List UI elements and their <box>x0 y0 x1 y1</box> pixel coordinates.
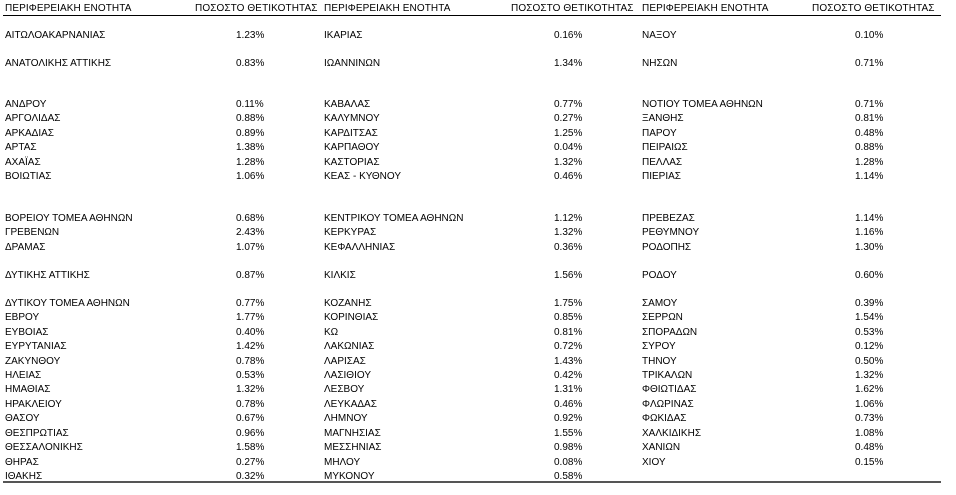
positivity-rate-value: 1.77% <box>236 312 265 323</box>
region-name: ΠΑΡΟΥ <box>642 128 677 139</box>
header-rate-col2: ΠΟΣΟΣΤΟ ΘΕΤΙΚΟΤΗΤΑΣ <box>511 3 634 14</box>
region-name: ΚΟΡΙΝΘΙΑΣ <box>324 312 379 323</box>
region-name: ΚΑΛΥΜΝΟΥ <box>324 113 380 124</box>
region-name: ΠΡΕΒΕΖΑΣ <box>642 213 695 224</box>
positivity-rate-value: 0.78% <box>236 399 265 410</box>
positivity-rate-value: 1.62% <box>855 384 884 395</box>
header-divider <box>3 15 941 16</box>
positivity-rate-value: 1.28% <box>855 157 884 168</box>
positivity-rate-value: 1.54% <box>855 312 884 323</box>
region-name: ΛΑΣΙΘΙΟΥ <box>324 370 371 381</box>
region-name: ΣΕΡΡΩΝ <box>642 312 683 323</box>
positivity-rate-value: 0.53% <box>855 327 884 338</box>
positivity-rate-value: 1.34% <box>554 58 583 69</box>
positivity-rate-value: 0.10% <box>855 30 884 41</box>
positivity-rate-value: 0.48% <box>855 442 884 453</box>
region-name: ΞΑΝΘΗΣ <box>642 113 684 124</box>
region-name: ΕΒΡΟΥ <box>5 312 40 323</box>
region-name: ΔΥΤΙΚΗΣ ΑΤΤΙΚΗΣ <box>5 270 90 281</box>
positivity-rate-value: 0.68% <box>236 213 265 224</box>
positivity-rate-value: 1.06% <box>236 171 265 182</box>
positivity-rate-value: 0.39% <box>855 298 884 309</box>
positivity-rate-value: 0.81% <box>855 113 884 124</box>
positivity-rate-value: 0.81% <box>554 327 583 338</box>
positivity-rate-value: 0.08% <box>554 457 583 468</box>
positivity-rate-value: 1.25% <box>554 128 583 139</box>
positivity-rate-value: 0.98% <box>554 442 583 453</box>
region-name: ΑΙΤΩΛΟΑΚΑΡΝΑΝΙΑΣ <box>5 30 106 41</box>
positivity-rate-value: 0.46% <box>554 399 583 410</box>
region-name: ΙΚΑΡΙΑΣ <box>324 30 363 41</box>
region-name: ΛΕΣΒΟΥ <box>324 384 365 395</box>
region-name: ΦΘΙΩΤΙΔΑΣ <box>642 384 697 395</box>
positivity-rate-value: 0.87% <box>236 270 265 281</box>
positivity-rate-value: 0.27% <box>554 113 583 124</box>
region-name: ΛΑΚΩΝΙΑΣ <box>324 341 375 352</box>
positivity-rate-value: 0.32% <box>236 471 265 482</box>
positivity-rate-value: 0.15% <box>855 457 884 468</box>
positivity-rate-value: 0.88% <box>855 142 884 153</box>
region-name: ΑΧΑΪΑΣ <box>5 157 41 168</box>
region-name: ΑΡΤΑΣ <box>5 142 37 153</box>
region-name: ΕΥΒΟΙΑΣ <box>5 327 49 338</box>
region-name: ΚΙΛΚΙΣ <box>324 270 356 281</box>
positivity-rate-value: 1.12% <box>554 213 583 224</box>
positivity-rate-value: 1.32% <box>855 370 884 381</box>
positivity-rate-value: 0.11% <box>236 99 264 110</box>
region-name: ΗΜΑΘΙΑΣ <box>5 384 51 395</box>
positivity-rate-value: 1.43% <box>554 356 583 367</box>
region-name: ΘΕΣΣΑΛΟΝΙΚΗΣ <box>5 442 83 453</box>
region-name: ΛΕΥΚΑΔΑΣ <box>324 399 377 410</box>
positivity-rate-value: 0.36% <box>554 242 583 253</box>
region-name: ΔΡΑΜΑΣ <box>5 242 46 253</box>
positivity-rate-value: 0.46% <box>554 171 583 182</box>
region-name: ΝΑΞΟΥ <box>642 30 677 41</box>
positivity-rate-value: 1.08% <box>855 428 884 439</box>
positivity-rate-value: 1.30% <box>855 242 884 253</box>
positivity-rate-value: 1.28% <box>236 157 265 168</box>
region-name: ΖΑΚΥΝΘΟΥ <box>5 356 61 367</box>
region-name: ΗΛΕΙΑΣ <box>5 370 42 381</box>
positivity-rate-value: 1.32% <box>554 227 583 238</box>
region-name: ΚΕΑΣ - ΚΥΘΝΟΥ <box>324 171 401 182</box>
region-name: ΒΟΙΩΤΙΑΣ <box>5 171 52 182</box>
region-name: ΠΙΕΡΙΑΣ <box>642 171 681 182</box>
region-name: ΜΥΚΟΝΟΥ <box>324 471 375 482</box>
region-name: ΑΝΔΡΟΥ <box>5 99 47 110</box>
positivity-rate-value: 0.73% <box>855 413 884 424</box>
region-name: ΓΡΕΒΕΝΩΝ <box>5 227 60 238</box>
region-name: ΜΗΛΟΥ <box>324 457 361 468</box>
positivity-rate-value: 0.50% <box>855 356 884 367</box>
region-name: ΣΥΡΟΥ <box>642 341 676 352</box>
positivity-rate-value: 1.56% <box>554 270 583 281</box>
positivity-rate-value: 0.92% <box>554 413 583 424</box>
positivity-rate-value: 0.27% <box>236 457 265 468</box>
region-name: ΚΑΡΠΑΘΟΥ <box>324 142 380 153</box>
region-name: ΒΟΡΕΙΟΥ ΤΟΜΕΑ ΑΘΗΝΩΝ <box>5 213 133 224</box>
positivity-rate-value: 0.16% <box>554 30 583 41</box>
positivity-rate-value: 0.53% <box>236 370 265 381</box>
region-name: ΤΗΝΟΥ <box>642 356 677 367</box>
positivity-rate-value: 1.23% <box>236 30 265 41</box>
positivity-rate-value: 1.32% <box>554 157 583 168</box>
header-region-col1: ΠΕΡΙΦΕΡΕΙΑΚΗ ΕΝΟΤΗΤΑ <box>5 3 132 14</box>
positivity-rate-value: 0.77% <box>236 298 265 309</box>
region-name: ΧΙΟΥ <box>642 457 666 468</box>
positivity-rate-value: 2.43% <box>236 227 265 238</box>
region-name: ΗΡΑΚΛΕΙΟΥ <box>5 399 62 410</box>
region-name: ΦΛΩΡΙΝΑΣ <box>642 399 694 410</box>
region-name: ΚΩ <box>324 327 339 338</box>
region-name: ΦΩΚΙΔΑΣ <box>642 413 687 424</box>
region-name: ΔΥΤΙΚΟΥ ΤΟΜΕΑ ΑΘΗΝΩΝ <box>5 298 130 309</box>
positivity-rate-value: 0.58% <box>554 471 583 482</box>
positivity-rate-value: 0.71% <box>855 58 884 69</box>
positivity-rate-value: 0.77% <box>554 99 583 110</box>
header-region-col3: ΠΕΡΙΦΕΡΕΙΑΚΗ ΕΝΟΤΗΤΑ <box>642 3 769 14</box>
region-name: ΚΕΝΤΡΙΚΟΥ ΤΟΜΕΑ ΑΘΗΝΩΝ <box>324 213 464 224</box>
region-name: ΝΗΣΩΝ <box>642 58 678 69</box>
positivity-rate-value: 0.71% <box>855 99 884 110</box>
positivity-rate-value: 1.55% <box>554 428 583 439</box>
region-name: ΡΕΘΥΜΝΟΥ <box>642 227 700 238</box>
positivity-rate-value: 0.72% <box>554 341 583 352</box>
region-name: ΑΡΚΑΔΙΑΣ <box>5 128 54 139</box>
region-name: ΜΑΓΝΗΣΙΑΣ <box>324 428 381 439</box>
positivity-rate-value: 0.48% <box>855 128 884 139</box>
region-name: ΜΕΣΣΗΝΙΑΣ <box>324 442 382 453</box>
positivity-rate-value: 0.12% <box>855 341 884 352</box>
header-rate-col1: ΠΟΣΟΣΤΟ ΘΕΤΙΚΟΤΗΤΑΣ <box>195 3 318 14</box>
region-name: ΣΠΟΡΑΔΩΝ <box>642 327 698 338</box>
positivity-rate-value: 0.96% <box>236 428 265 439</box>
positivity-rate-value: 1.14% <box>855 171 884 182</box>
region-name: ΚΟΖΑΝΗΣ <box>324 298 372 309</box>
region-name: ΕΥΡΥΤΑΝΙΑΣ <box>5 341 67 352</box>
region-name: ΚΑΡΔΙΤΣΑΣ <box>324 128 378 139</box>
positivity-rate-value: 0.89% <box>236 128 265 139</box>
region-name: ΙΩΑΝΝΙΝΩΝ <box>324 58 381 69</box>
positivity-rate-value: 1.06% <box>855 399 884 410</box>
region-name: ΝΟΤΙΟΥ ΤΟΜΕΑ ΑΘΗΝΩΝ <box>642 99 763 110</box>
region-name: ΡΟΔΟΥ <box>642 270 677 281</box>
region-name: ΛΗΜΝΟΥ <box>324 413 368 424</box>
positivity-rate-value: 0.04% <box>554 142 583 153</box>
header-region-col2: ΠΕΡΙΦΕΡΕΙΑΚΗ ΕΝΟΤΗΤΑ <box>324 3 451 14</box>
positivity-rate-value: 1.75% <box>554 298 583 309</box>
region-name: ΚΑΒΑΛΑΣ <box>324 99 371 110</box>
bottom-divider <box>3 481 941 483</box>
positivity-rate-value: 0.40% <box>236 327 265 338</box>
region-name: ΛΑΡΙΣΑΣ <box>324 356 366 367</box>
region-name: ΧΑΝΙΩΝ <box>642 442 681 453</box>
region-name: ΚΕΡΚΥΡΑΣ <box>324 227 377 238</box>
positivity-rate-value: 0.78% <box>236 356 265 367</box>
region-name: ΑΡΓΟΛΙΔΑΣ <box>5 113 61 124</box>
positivity-rate-value: 0.67% <box>236 413 265 424</box>
positivity-rate-value: 0.88% <box>236 113 265 124</box>
region-name: ΘΑΣΟΥ <box>5 413 40 424</box>
positivity-rate-value: 1.14% <box>855 213 884 224</box>
positivity-rate-value: 0.42% <box>554 370 583 381</box>
positivity-rate-value: 0.85% <box>554 312 583 323</box>
region-name: ΧΑΛΚΙΔΙΚΗΣ <box>642 428 701 439</box>
region-name: ΚΕΦΑΛΛΗΝΙΑΣ <box>324 242 396 253</box>
positivity-rate-value: 0.83% <box>236 58 265 69</box>
region-name: ΚΑΣΤΟΡΙΑΣ <box>324 157 380 168</box>
region-name: ΠΕΛΛΑΣ <box>642 157 683 168</box>
region-name: ΣΑΜΟΥ <box>642 298 678 309</box>
positivity-rate-value: 1.58% <box>236 442 265 453</box>
header-rate-col3: ΠΟΣΟΣΤΟ ΘΕΤΙΚΟΤΗΤΑΣ <box>812 3 935 14</box>
region-name: ΤΡΙΚΑΛΩΝ <box>642 370 693 381</box>
positivity-rate-value: 1.38% <box>236 142 265 153</box>
positivity-rate-value: 1.16% <box>855 227 884 238</box>
positivity-rate-value: 1.32% <box>236 384 265 395</box>
region-name: ΡΟΔΟΠΗΣ <box>642 242 692 253</box>
positivity-rate-value: 0.60% <box>855 270 884 281</box>
positivity-rate-value: 1.07% <box>236 242 265 253</box>
positivity-rate-value: 1.31% <box>554 384 583 395</box>
positivity-rate-value: 1.42% <box>236 341 265 352</box>
region-name: ΘΗΡΑΣ <box>5 457 39 468</box>
region-name: ΘΕΣΠΡΩΤΙΑΣ <box>5 428 69 439</box>
region-name: ΑΝΑΤΟΛΙΚΗΣ ΑΤΤΙΚΗΣ <box>5 58 112 69</box>
region-name: ΙΘΑΚΗΣ <box>5 471 43 482</box>
region-name: ΠΕΙΡΑΙΩΣ <box>642 142 688 153</box>
